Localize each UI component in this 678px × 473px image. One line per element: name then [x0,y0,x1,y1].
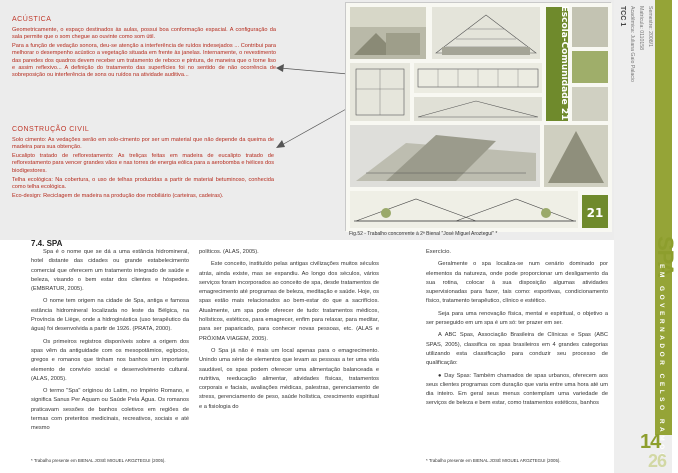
construction-text [12,137,274,202]
construction-heading: CONSTRUÇÃO CIVIL [12,126,90,133]
acoustics-paragraph: Para a função de vedação sonora, deu-se atenção a interferência de ruídos indesejados ... Contribui para melhorar o desempenho acústico a vegetação situada em frente às janelas. Internamente, o revestimento das paredes dos quadros devem receber um tratamento de reboco e pintura, de maneira que o torne liso e assim reflexivo... A definição do tratamento das superfícies foi no sentido de não ocorrência de sobreposição ou interferência de sons ou ruídos na atividade auditiva... [12,43,276,79]
sidebar-matricula: Matrícula: 0110158 [638,6,644,51]
construction-paragraph: Solo cimento: As vedações serão em solo-cimento por ser um material que não depende da queima de madeira para sua obtenção. [12,137,274,151]
section-title: 7.4. SPA [31,239,63,248]
page-number-current: 14 [640,431,661,453]
board-drawing [346,3,612,232]
footnote-left: * Trabalho presente em BIENAL JOSÉ MIGUEL AROZTEGUI (2005). [31,458,166,463]
body-paragraph: ● Day Spas: Também chamados de spas urbanos, oferecem aos seus clientes programas com duração que varia entre uma hora até um dia inteiro. Em geral seus menus contemplam uma variedade de serviços de beleza e bem estar, como tratamentos estéticos, banhos [426,372,608,407]
arrow-line [280,108,348,146]
body-paragraph: O termo "Spa" originou do Latim, no Império Romano, e significa Sanus Per Aquam ou Saúde Pela Água. Os romanos praticavam sessões de banhos coletivos em regiões de termas com preteritos medicinais, recreativos, sociais e até mesmo [31,388,189,432]
sidebar-semester: Semestre: 2008/1 [647,6,653,47]
figure-caption: Fig.52 - Trabalho concorrente à 2ª Bienal "José Miguel Aroztegui" * [349,231,498,237]
construction-paragraph: Telha ecológica: Na cobertura, o uso de telhas produzidas a partir de material betuminoso, conhecida como telha ecológica. [12,176,274,190]
body-paragraph: Os primeiros registros disponíveis sobre a origem dos spas vêm da antiguidade com os mesopotâmios, egípcios, gregos e romanos que tinham nos banhos um importante elemento de convívio social e desenvolvimento cultural. (ALAS, 2005). [31,338,189,382]
construction-paragraph: Eco-design: Reciclagem de madeira na produção doe mobiliário (carteiras, cadeiras). [12,192,224,199]
board-badge-text: 21 [586,206,604,220]
sidebar-spa: SPA [653,236,678,277]
arrow-head-icon [276,64,284,72]
body-paragraph: políticos. (ALAS, 2005). [199,249,259,255]
sidebar-tcc: TCC 1 [619,6,626,27]
acoustics-heading: ACÚSTICA [12,16,52,23]
body-column-2 [199,248,379,415]
arrow-head-icon [276,140,285,148]
page-number-total: 26 [648,451,667,471]
sidebar-governador: EM GOVERNADOR CELSO RAMOS [658,264,665,461]
body-paragraph: Seja para uma renovação física, mental e espiritual, o objetivo a ser perseguido em um spa é um só: ter prazer em ser. [426,310,608,327]
construction-paragraph: Eucalipto tratado de reflorestamento: As treliças feitas em madeira de eucalipto tratado de reflorestamento para vencer grandes vãos e nas torres de energia eólica para a aerobomba e hélices dos biodigestores. [12,153,274,174]
board-banner-text: Escola-Comunidade 21 [559,5,569,121]
acoustics-text [12,27,276,81]
pointer-arrows [270,48,350,168]
arrow-line [280,68,348,74]
body-paragraph: Spa é o nome que se dá a uma estância hidromineral, hotel distante das cidades ou grande estabelecimento comercial que oferecem um tratamento integrado de saúde e beleza, visando o bem estar dos clientes e hóspedes. (EMBRATUR, 2005). [31,249,189,293]
body-paragraph: Este conceito, instituído pelas antigas civilizações muitos séculos atrás, ainda existe, mas se expandiu. Ao longo dos séculos, vários serviços foram incorporados ao conceito de spa, desde tratamentos de emagrecimento até programas de beleza, meditação e saúde. Hoje, os spas estão mais relacionados ao bem-estar do que a sacrifícios. Atualmente, um spa pode oferecer de tudo: tratamentos médicos, holísticos, estéticos, para emagrecer, enfim para relaxar, para meditar, para ser paparicado, para conhecer novas pessoas, etc. (ALAS e PRÓXIMA VIAGEM, 2005). [199,261,379,342]
body-column-3 [426,248,608,412]
body-paragraph: O Spa já não é mais um local apenas para o emagrecimento. Unindo uma série de elementos que levam as pessoas a ter uma vida saudável, os spas podem oferecer uma alimentação balanceada e nutritiva, reeducação alimentar, atividades físicas, tratamentos corporais e faciais, avaliações médicas, palestras, gerenciamento de stress, gerenciamento de peso, saúde holística, crescimento espiritual e a fisiologia do [199,347,379,410]
sidebar-student: Acadêmica: Juliana Gaio Palacio [629,6,635,82]
footnote-right: * Trabalho presente em BIENAL JOSÉ MIGUEL AROZTEGUI (2005). [426,458,561,463]
body-paragraph: Geralmente o spa localiza-se num cenário dominado por elementos da natureza, onde pode proporcionar um desligamento da sua rotina, colocar à sua disposição algumas atividades supervisionadas para fazer, tais como: esportivas, condicionamento físico, tratamento terapêutico, clínico e estético. [426,261,608,305]
acoustics-paragraph: Geometricamente, o espaço destinados às aulas, possui boa conformação espacial. A configuração da sala permite que o som chegue ao ouvinte como som útil. [12,27,276,41]
body-column-1 [31,248,189,437]
body-paragraph: O nome tem origem na cidade de Spa, antiga e famosa estância hidromineral localizada no leste da Bélgica, na Província de Liège, onde a hidroginástica (uso terapêutico da água) foi desenvolvida a partir de 1926. (PRATA, 2000). [31,298,189,333]
body-paragraph: A ABC Spas, Associação Brasileira de Clínicas e Spas (ABC SPAS, 2005), classifica os spas brasileiros em 4 grandes categorias utilizando esta classificação para conduzir seu processo de qualificação: [426,332,608,367]
body-paragraph: Exercício. [426,249,451,255]
competition-board-figure [345,2,611,231]
